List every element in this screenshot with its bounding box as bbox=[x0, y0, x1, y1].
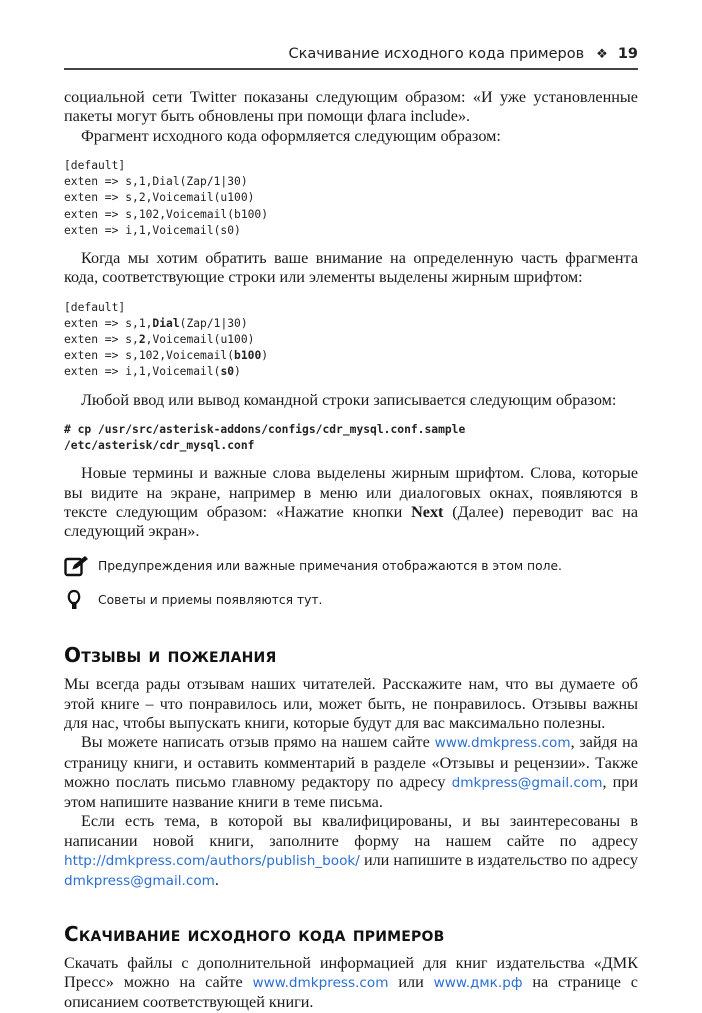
section-heading-feedback: Отзывы и пожелания bbox=[64, 643, 277, 668]
header-title: Скачивание исходного кода примеров bbox=[288, 46, 585, 62]
paragraph: социальной сети Twitter показаны следующим образом: «И уже установленные пакеты могут быть обновлены при помощи флага include». bbox=[64, 88, 638, 126]
warning-note-text: Предупреждения или важные примечания отображаются в этом поле. bbox=[98, 559, 562, 574]
paragraph: Вы можете написать отзыв прямо на нашем сайте www.dmkpress.com, зайдя на страницу книги, и оставить комментарий в разделе «Отзывы и рецензии». Также можно послать письмо главному редактору по адресу dmkpress@gmail.com, при этом напишите название книги в теме письма. bbox=[64, 733, 638, 812]
paragraph: Фрагмент исходного кода оформляется следующим образом: bbox=[81, 126, 501, 145]
pencil-note-icon bbox=[64, 555, 90, 577]
warning-note bbox=[64, 555, 638, 577]
code-block-highlighted: [default] exten => s,1,Dial(Zap/1|30) exten => s,2,Voicemail(u100) exten => s,102,Voicemail(b100) exten => i,1,Voicemail(s0) bbox=[64, 300, 269, 379]
paragraph: Когда мы хотим обратить ваше внимание на определенную часть фрагмента кода, соответствующие строки или элементы выделены жирным шрифтом: bbox=[64, 248, 638, 287]
site-link[interactable]: www.dmkpress.com bbox=[252, 974, 389, 991]
email-link[interactable]: dmkpress@gmail.com bbox=[64, 873, 215, 890]
site-link-rf[interactable]: www.дмк.рф bbox=[433, 974, 523, 991]
paragraph: Мы всегда рады отзывам наших читателей. Расскажите нам, что вы думаете об этой книге – что понравилось или, может быть, не понравилось. Отзывы важны для нас, чтобы выпускать книги, которые будут для вас максимально полезны. bbox=[64, 675, 638, 732]
tip-note bbox=[64, 589, 638, 611]
paragraph: Любой ввод или вывод командной строки записывается следующим образом: bbox=[81, 390, 617, 409]
site-link[interactable]: www.dmkpress.com bbox=[434, 735, 571, 752]
tip-note-text: Советы и приемы появляются тут. bbox=[98, 593, 323, 608]
code-block: [default] exten => s,1,Dial(Zap/1|30) exten => s,2,Voicemail(u100) exten => s,102,Voicemail(b100) exten => i,1,Voicemail(s0) bbox=[64, 158, 269, 237]
ornament-icon: ❖ bbox=[596, 47, 608, 62]
page-body bbox=[64, 88, 638, 1013]
lightbulb-icon bbox=[64, 589, 90, 611]
header-rule bbox=[64, 68, 638, 70]
paragraph: Если есть тема, в которой вы квалифицированы, и вы заинтересованы в написании новой книги, заполните форму на нашем сайте по адресу http://dmkpress.com/authors/publish_book/ или напишите в издательство по адресу dmkpress@gmail.com. bbox=[64, 812, 638, 890]
page-number: 19 bbox=[617, 46, 638, 62]
paragraph: Новые термины и важные слова выделены жирным шрифтом. Слова, которые вы видите на экране, например в меню или диалоговых окнах, появляются в тексте следующим образом: «Нажатие кнопки Next (Далее) переводит вас на следующий экран». bbox=[64, 464, 638, 541]
paragraph: Скачать файлы с дополнительной информацией для книг издательства «ДМК Пресс» можно на сайте www.dmkpress.com или www.дмк.рф на странице с описанием соответствующей книги. bbox=[64, 953, 638, 1012]
publish-link[interactable]: http://dmkpress.com/authors/publish_book/ bbox=[64, 853, 360, 870]
section-heading-download: Скачивание исходного кода примеров bbox=[64, 921, 445, 946]
running-header bbox=[64, 46, 638, 62]
email-link[interactable]: dmkpress@gmail.com bbox=[451, 774, 603, 791]
command-block: # cp /usr/src/asterisk-addons/configs/cdr_mysql.conf.sample /etc/asterisk/cdr_mysql.conf bbox=[64, 422, 466, 453]
